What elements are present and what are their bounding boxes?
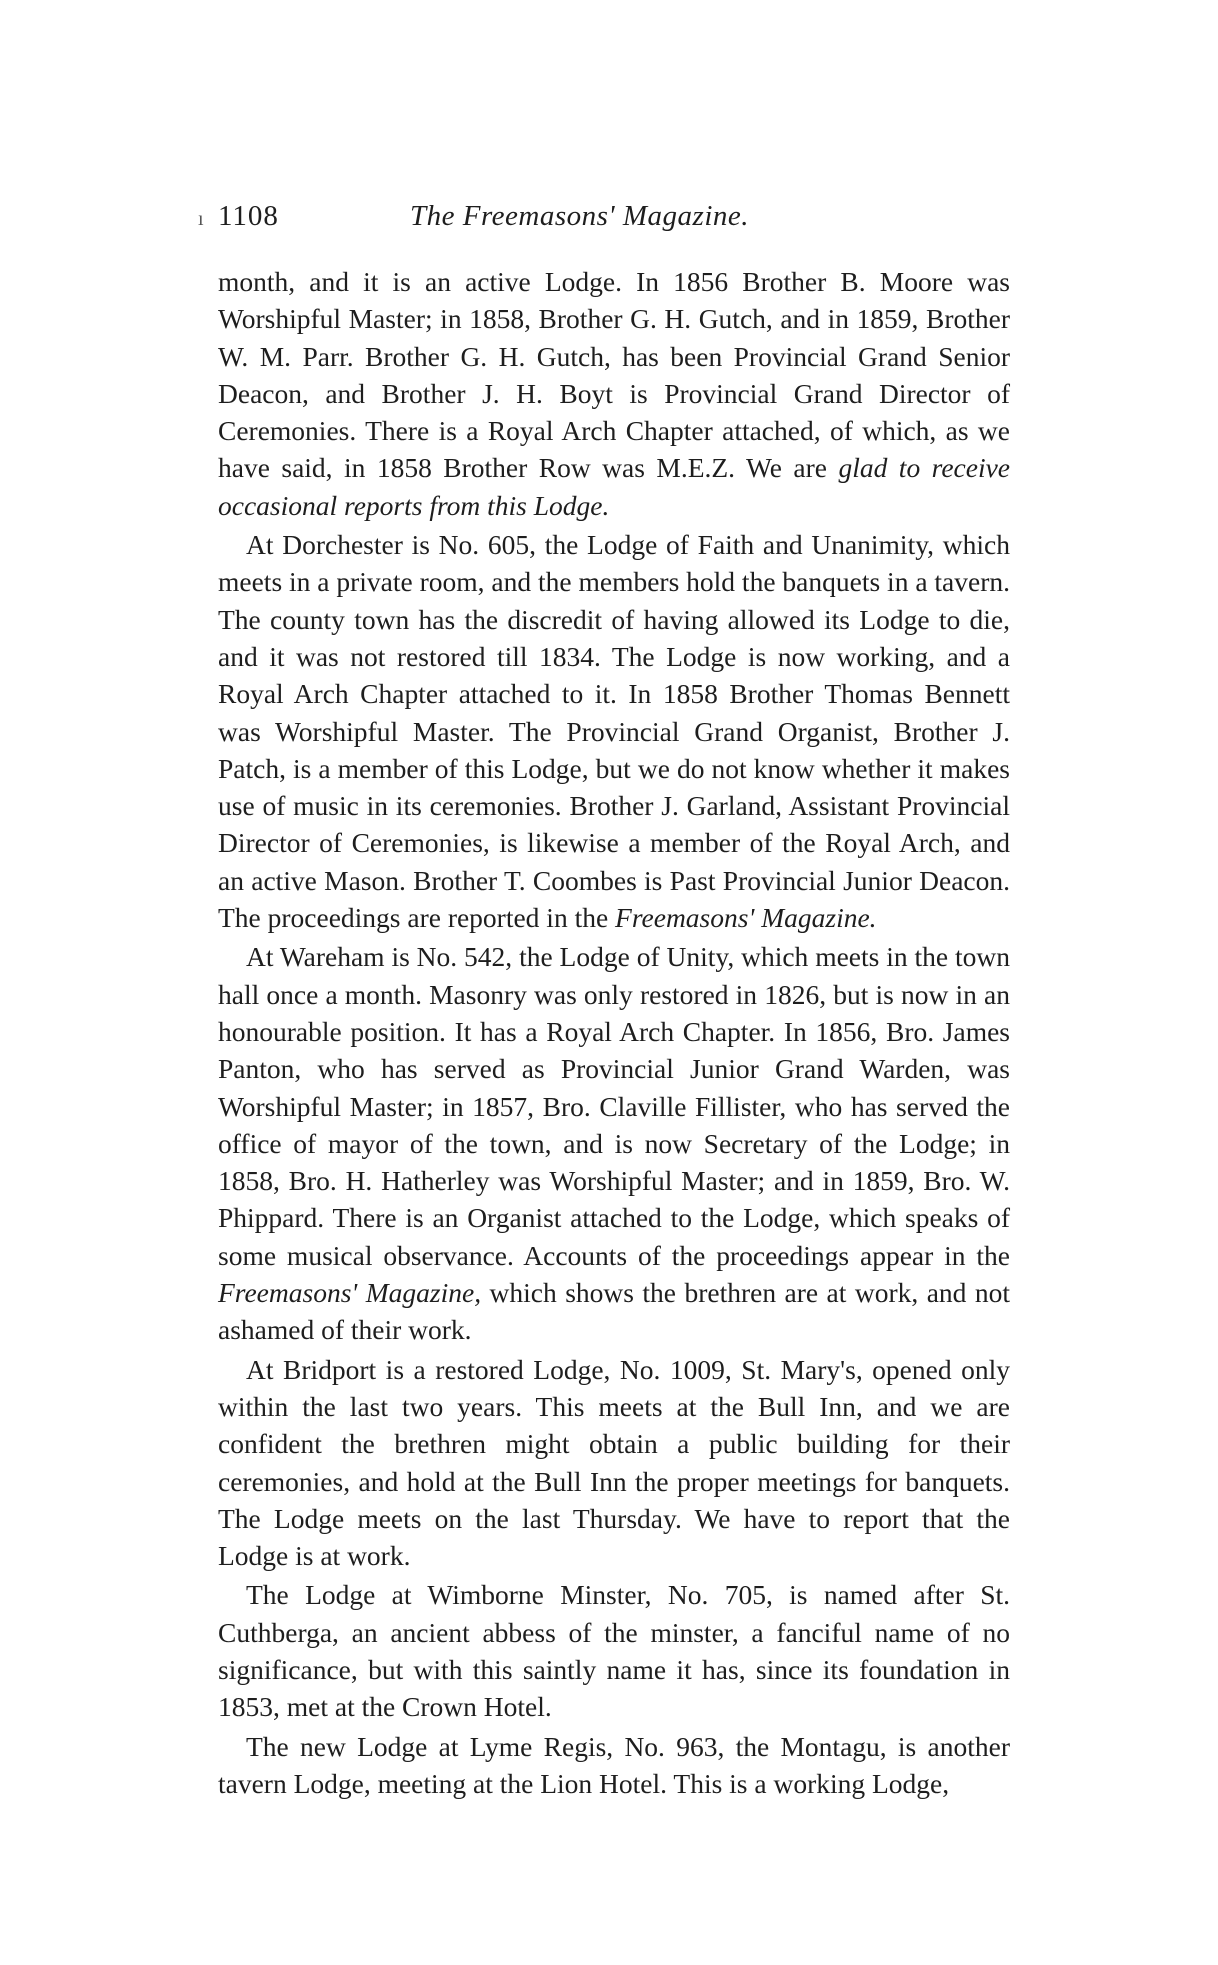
paragraph-5 [218, 1576, 1010, 1725]
paragraph-1 [218, 263, 1010, 524]
italic-phrase: glad to receive occasional reports from this Lodge. [218, 452, 1010, 521]
paragraph-text: The Lodge at Wimborne Minster, No. 705, is named after St. Cuthberga, an ancient abbess of the minster, a fanciful name of no significance, but with this saintly name it has, since its foundation in 1853, met at the Crown Hotel. [218, 1579, 1010, 1723]
paragraph-2 [218, 526, 1010, 936]
page-mark: ı [198, 208, 204, 230]
paragraph-text: At Bridport is a restored Lodge, No. 1009, St. Mary's, opened only within the last two years. This meets at the Bull Inn, and we are confident the brethren might obtain a public building for their ceremonies, and hold at the Bull Inn the proper meetings for banquets. The Lodge meets on the last Thursday. We have to report that the Lodge is at work. [218, 1353, 1010, 1572]
paragraph-text: The new Lodge at Lyme Regis, No. 963, the Montagu, is another tavern Lodge, meeting at the Lion Hotel. This is a working Lodge, [218, 1730, 1010, 1799]
paragraph-text: At Dorchester is No. 605, the Lodge of Faith and Unanimity, which meets in a private room, and the members hold the banquets in a tavern. The county town has the discredit of having allowed its Lodge to die, and it was not restored till 1834. The Lodge is now working, and a Royal Arch Chapter attached to it. In 1858 Brother Thomas Bennett was Worshipful Master. The Provincial Grand Organist, Brother J. Patch, is a member of this Lodge, but we do not know whether it makes use of music in its ceremonies. Brother J. Garland, Assistant Provincial Director of Ceremonies, is likewise a member of the Royal Arch, and an active Mason. Brother T. Coombes is Past Provincial Junior Deacon. The proceedings are reported in the [218, 529, 1010, 934]
running-title: The Freemasons' Magazine. [410, 200, 750, 232]
italic-phrase: Freemasons' Magazine, [218, 1277, 482, 1309]
paragraph-text: month, and it is an active Lodge. In 1856 Brother B. Moore was Worshipful Master; in 1858, Brother G. H. Gutch, and in 1859, Brother W. M. Parr. Brother G. H. Gutch, has been Provincial Grand Senior Deacon, and Brother J. H. Boyt is Provincial Grand Director of Ceremonies. There is a Royal Arch Chapter attached, of which, as we have said, in 1858 Brother Row was M.E.Z. We are [218, 266, 1010, 484]
page-number: 1108 [218, 200, 279, 232]
italic-phrase: Freemasons' Magazine. [615, 902, 877, 934]
paragraph-text-tail: which shows the brethren are at work, and not ashamed of their work. [218, 1277, 1010, 1346]
article-body [218, 263, 1010, 1802]
paragraph-text: At Wareham is No. 542, the Lodge of Unity, which meets in the town hall once a month. Masonry was only restored in 1826, but is now in an honourable position. It has a Royal Arch Chapter. In 1856, Bro. James Panton, who has served as Provincial Junior Grand Warden, was Worshipful Master; in 1857, Bro. Claville Fillister, who has served the office of mayor of the town, and is now Secretary of the Lodge; in 1858, Bro. H. Hatherley was Worshipful Master; and in 1859, Bro. W. Phippard. There is an Organist attached to the Lodge, which speaks of some musical observance. Accounts of the proceedings appear in the [218, 941, 1010, 1271]
page-header [198, 200, 1010, 240]
paragraph-4 [218, 1351, 1010, 1575]
paragraph-3 [218, 938, 1010, 1348]
paragraph-6 [218, 1728, 1010, 1803]
